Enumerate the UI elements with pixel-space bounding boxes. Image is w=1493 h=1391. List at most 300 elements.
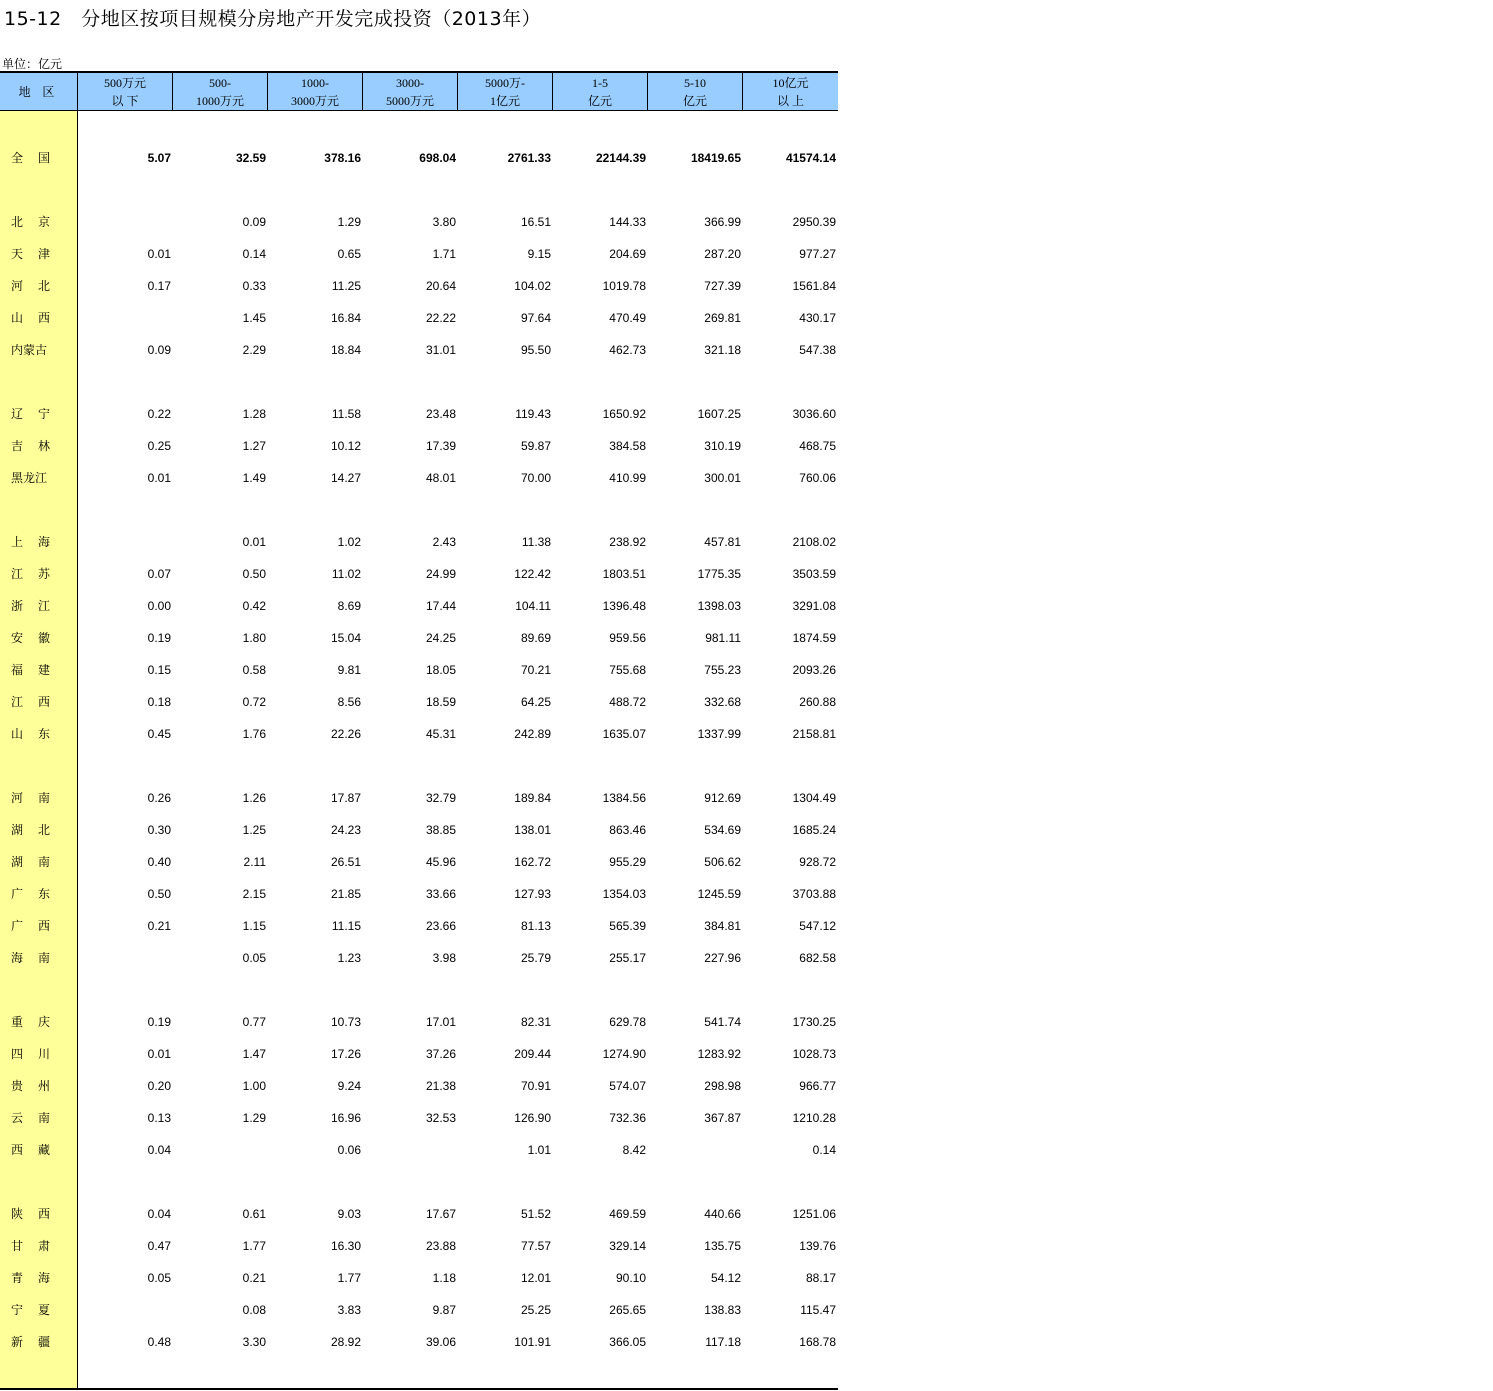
value-cell: 10.12: [330, 439, 361, 453]
value-cell: 966.77: [799, 1079, 836, 1093]
header-column-line: 5-10: [684, 75, 706, 90]
value-cell: 1.77: [337, 1271, 361, 1285]
value-cell: 269.81: [704, 311, 741, 325]
unit-label: 单位：亿元: [2, 57, 63, 71]
table-row: [0, 789, 838, 807]
value-cell: 26.51: [330, 855, 361, 869]
value-cell: 863.46: [609, 823, 646, 837]
value-cell: 1396.48: [602, 599, 646, 613]
value-cell: 3.80: [432, 215, 456, 229]
value-cell: 0.21: [242, 1271, 266, 1285]
value-cell: 0.00: [147, 599, 171, 613]
value-cell: 541.74: [704, 1015, 741, 1029]
value-cell: 0.15: [147, 663, 171, 677]
table-bottom-rule: [0, 1388, 838, 1390]
header-column-line: 10亿元: [772, 75, 809, 90]
value-cell: 1283.92: [697, 1047, 741, 1061]
value-cell: 3036.60: [792, 407, 836, 421]
value-cell: 300.01: [704, 471, 741, 485]
value-cell: 0.50: [242, 567, 266, 581]
value-cell: 0.19: [147, 631, 171, 645]
value-cell: 1803.51: [602, 567, 646, 581]
value-cell: 135.75: [704, 1239, 741, 1253]
value-cell: 97.64: [520, 311, 551, 325]
value-cell: 23.88: [425, 1239, 456, 1253]
value-cell: 0.40: [147, 855, 171, 869]
region-name: 云南: [11, 1111, 66, 1125]
value-cell: 1.71: [432, 247, 456, 261]
value-cell: 0.33: [242, 279, 266, 293]
value-cell: 11.38: [521, 535, 551, 549]
value-cell: 3291.08: [792, 599, 836, 613]
value-cell: 32.59: [235, 151, 266, 165]
value-cell: 9.87: [432, 1303, 456, 1317]
region-name: 河北: [11, 279, 66, 293]
value-cell: 0.01: [242, 535, 266, 549]
value-cell: 3.98: [432, 951, 456, 965]
value-cell: 8.56: [337, 695, 361, 709]
header-column-line: 500万元: [103, 75, 146, 90]
table-row: [0, 949, 838, 967]
value-cell: 127.93: [514, 887, 551, 901]
value-cell: 95.50: [520, 343, 551, 357]
value-cell: 378.16: [324, 151, 361, 165]
value-cell: 0.22: [147, 407, 171, 421]
table-row: [0, 245, 838, 263]
value-cell: 9.15: [527, 247, 551, 261]
table-row: [0, 309, 838, 327]
value-cell: 760.06: [799, 471, 836, 485]
value-cell: 24.99: [425, 567, 456, 581]
value-cell: 0.20: [147, 1079, 171, 1093]
value-cell: 1274.90: [602, 1047, 646, 1061]
value-cell: 1.27: [242, 439, 266, 453]
value-cell: 0.25: [147, 439, 171, 453]
value-cell: 11.25: [331, 279, 361, 293]
value-cell: 1.23: [337, 951, 361, 965]
table-row: [0, 1237, 838, 1255]
value-cell: 17.44: [425, 599, 456, 613]
value-cell: 1210.28: [792, 1111, 836, 1125]
region-name: 全国: [11, 151, 66, 165]
header-region: 地 区: [18, 84, 59, 99]
region-name: 西藏: [11, 1143, 66, 1157]
value-cell: 0.48: [147, 1335, 171, 1349]
value-cell: 0.19: [147, 1015, 171, 1029]
value-cell: 534.69: [704, 823, 741, 837]
region-name: 北京: [11, 215, 66, 229]
value-cell: 755.68: [609, 663, 646, 677]
value-cell: 59.87: [520, 439, 551, 453]
region-name: 广东: [11, 887, 66, 901]
value-cell: 23.48: [425, 407, 456, 421]
value-cell: 265.65: [609, 1303, 646, 1317]
value-cell: 101.91: [514, 1335, 551, 1349]
region-name: 山西: [11, 311, 66, 325]
table-row: [0, 725, 838, 743]
value-cell: 1.80: [242, 631, 266, 645]
value-cell: 22.22: [425, 311, 456, 325]
table-row: [0, 533, 838, 551]
value-cell: 9.81: [337, 663, 361, 677]
value-cell: 629.78: [609, 1015, 646, 1029]
value-cell: 11.15: [331, 919, 361, 933]
value-cell: 329.14: [609, 1239, 646, 1253]
value-cell: 0.61: [242, 1207, 266, 1221]
value-cell: 955.29: [609, 855, 646, 869]
region-name: 湖北: [11, 823, 66, 837]
value-cell: 1.28: [242, 407, 266, 421]
region-name: 黑龙江: [11, 471, 48, 485]
region-name: 广西: [11, 919, 66, 933]
table-row: [0, 1333, 838, 1351]
table-row: [0, 693, 838, 711]
region-name: 河南: [11, 791, 66, 805]
value-cell: 227.96: [704, 951, 741, 965]
value-cell: 1.25: [242, 823, 266, 837]
value-cell: 928.72: [799, 855, 836, 869]
value-cell: 25.79: [520, 951, 551, 965]
value-cell: 565.39: [609, 919, 646, 933]
header-column-line: 500-: [209, 75, 231, 90]
value-cell: 0.42: [242, 599, 266, 613]
value-cell: 9.24: [337, 1079, 361, 1093]
value-cell: 1245.59: [697, 887, 741, 901]
value-cell: 18.05: [425, 663, 456, 677]
value-cell: 126.90: [514, 1111, 551, 1125]
region-name: 辽宁: [11, 407, 66, 421]
value-cell: 574.07: [609, 1079, 646, 1093]
value-cell: 457.81: [704, 535, 741, 549]
value-cell: 488.72: [609, 695, 646, 709]
value-cell: 462.73: [609, 343, 646, 357]
value-cell: 0.14: [812, 1143, 836, 1157]
value-cell: 2.11: [243, 855, 266, 869]
value-cell: 16.84: [330, 311, 361, 325]
value-cell: 470.49: [609, 311, 646, 325]
value-cell: 238.92: [609, 535, 646, 549]
value-cell: 18.59: [425, 695, 456, 709]
value-cell: 0.26: [147, 791, 171, 805]
value-cell: 115.47: [800, 1303, 836, 1317]
value-cell: 17.01: [425, 1015, 456, 1029]
header-column-8: [743, 73, 838, 110]
value-cell: 977.27: [799, 247, 836, 261]
value-cell: 144.33: [609, 215, 646, 229]
value-cell: 1.00: [242, 1079, 266, 1093]
value-cell: 2108.02: [792, 535, 836, 549]
table-row: [0, 917, 838, 935]
value-cell: 469.59: [609, 1207, 646, 1221]
value-cell: 1.49: [242, 471, 266, 485]
value-cell: 20.64: [425, 279, 456, 293]
table-row: [0, 341, 838, 359]
region-name: 陕西: [11, 1207, 66, 1221]
header-column-line: 1000-: [301, 75, 329, 90]
value-cell: 1337.99: [697, 727, 741, 741]
header-column-line: 1亿元: [489, 93, 520, 108]
value-cell: 3.30: [242, 1335, 266, 1349]
value-cell: 384.81: [704, 919, 741, 933]
value-cell: 1874.59: [792, 631, 836, 645]
value-cell: 506.62: [704, 855, 741, 869]
value-cell: 0.13: [147, 1111, 171, 1125]
value-cell: 12.01: [520, 1271, 551, 1285]
value-cell: 755.23: [704, 663, 741, 677]
value-cell: 321.18: [704, 343, 741, 357]
value-cell: 0.18: [147, 695, 171, 709]
table-row: [0, 1077, 838, 1095]
table-row: [0, 213, 838, 231]
value-cell: 1.26: [242, 791, 266, 805]
header-column-line: 3000-: [396, 75, 424, 90]
value-cell: 1635.07: [602, 727, 646, 741]
value-cell: 0.65: [337, 247, 361, 261]
value-cell: 682.58: [799, 951, 836, 965]
value-cell: 1398.03: [697, 599, 741, 613]
value-cell: 1251.06: [792, 1207, 836, 1221]
region-name: 重庆: [11, 1015, 66, 1029]
value-cell: 21.85: [330, 887, 361, 901]
value-cell: 0.05: [242, 951, 266, 965]
value-cell: 45.96: [425, 855, 456, 869]
table-row: [0, 821, 838, 839]
value-cell: 82.31: [520, 1015, 551, 1029]
header-column-line: 1000万元: [195, 93, 244, 108]
header-column-line: 5000万-: [485, 75, 525, 90]
value-cell: 367.87: [704, 1111, 741, 1125]
value-cell: 0.01: [147, 1047, 171, 1061]
value-cell: 1561.84: [792, 279, 836, 293]
value-cell: 1.47: [242, 1047, 266, 1061]
value-cell: 32.79: [425, 791, 456, 805]
value-cell: 51.52: [520, 1207, 551, 1221]
value-cell: 1685.24: [792, 823, 836, 837]
table-row: [0, 405, 838, 423]
table-row: [0, 1109, 838, 1127]
table-row: [0, 661, 838, 679]
value-cell: 0.30: [147, 823, 171, 837]
header-column-1: [78, 73, 172, 110]
value-cell: 11.58: [331, 407, 361, 421]
value-cell: 88.17: [805, 1271, 836, 1285]
value-cell: 366.99: [704, 215, 741, 229]
value-cell: 1028.73: [792, 1047, 836, 1061]
value-cell: 547.12: [799, 919, 836, 933]
value-cell: 11.02: [331, 567, 361, 581]
region-name: 湖南: [11, 855, 66, 869]
value-cell: 10.73: [330, 1015, 361, 1029]
value-cell: 22144.39: [595, 151, 646, 165]
value-cell: 0.05: [147, 1271, 171, 1285]
value-cell: 0.45: [147, 727, 171, 741]
value-cell: 104.02: [514, 279, 551, 293]
table-row: [0, 1045, 838, 1063]
value-cell: 698.04: [419, 151, 456, 165]
value-cell: 31.01: [425, 343, 456, 357]
value-cell: 21.38: [425, 1079, 456, 1093]
value-cell: 1.76: [242, 727, 266, 741]
value-cell: 410.99: [609, 471, 646, 485]
value-cell: 28.92: [330, 1335, 361, 1349]
value-cell: 0.07: [147, 567, 171, 581]
value-cell: 1775.35: [697, 567, 741, 581]
page-title: 15-12 分地区按项目规模分房地产开发完成投资（2013年）: [4, 8, 542, 30]
region-name: 新疆: [11, 1335, 66, 1349]
table-row: [0, 277, 838, 295]
value-cell: 1354.03: [602, 887, 646, 901]
value-cell: 0.58: [242, 663, 266, 677]
value-cell: 1.02: [337, 535, 361, 549]
value-cell: 732.36: [609, 1111, 646, 1125]
value-cell: 18.84: [330, 343, 361, 357]
value-cell: 24.25: [425, 631, 456, 645]
value-cell: 104.11: [515, 599, 551, 613]
value-cell: 17.67: [425, 1207, 456, 1221]
table-row: [0, 1269, 838, 1287]
value-cell: 8.69: [337, 599, 361, 613]
value-cell: 39.06: [425, 1335, 456, 1349]
value-cell: 0.09: [147, 343, 171, 357]
value-cell: 1.15: [242, 919, 266, 933]
value-cell: 0.09: [242, 215, 266, 229]
value-cell: 138.83: [704, 1303, 741, 1317]
value-cell: 168.78: [799, 1335, 836, 1349]
value-cell: 2950.39: [792, 215, 836, 229]
value-cell: 0.17: [147, 279, 171, 293]
value-cell: 0.47: [147, 1239, 171, 1253]
region-name: 海南: [11, 951, 66, 965]
header-column-line: 3000万元: [290, 93, 339, 108]
value-cell: 912.69: [704, 791, 741, 805]
value-cell: 2.43: [432, 535, 456, 549]
header-column-6: [553, 73, 647, 110]
value-cell: 162.72: [514, 855, 551, 869]
region-column-background: [0, 111, 77, 1388]
value-cell: 16.96: [330, 1111, 361, 1125]
value-cell: 0.08: [242, 1303, 266, 1317]
region-name: 内蒙古: [11, 343, 48, 357]
value-cell: 547.38: [799, 343, 836, 357]
value-cell: 119.43: [515, 407, 551, 421]
value-cell: 0.72: [242, 695, 266, 709]
value-cell: 38.85: [425, 823, 456, 837]
value-cell: 430.17: [799, 311, 836, 325]
region-name: 安徽: [11, 631, 66, 645]
value-cell: 0.01: [147, 471, 171, 485]
value-cell: 3.83: [337, 1303, 361, 1317]
table-row: [0, 1301, 838, 1319]
header-column-7: [648, 73, 742, 110]
table-row-total: [0, 149, 838, 167]
value-cell: 77.57: [520, 1239, 551, 1253]
region-name: 上海: [11, 535, 66, 549]
header-column-4: [363, 73, 457, 110]
header-column-5: [458, 73, 552, 110]
value-cell: 0.04: [147, 1143, 171, 1157]
value-cell: 89.69: [520, 631, 551, 645]
region-name: 青海: [11, 1271, 66, 1285]
value-cell: 70.91: [520, 1079, 551, 1093]
value-cell: 2.15: [242, 887, 266, 901]
header-column-line: 亿元: [587, 93, 612, 108]
value-cell: 15.04: [330, 631, 361, 645]
value-cell: 189.84: [514, 791, 551, 805]
table-row: [0, 1013, 838, 1031]
header-column-line: 以 上: [776, 93, 804, 108]
value-cell: 0.04: [147, 1207, 171, 1221]
value-cell: 17.26: [330, 1047, 361, 1061]
value-cell: 32.53: [425, 1111, 456, 1125]
value-cell: 16.51: [520, 215, 551, 229]
table-row: [0, 565, 838, 583]
value-cell: 117.18: [705, 1335, 741, 1349]
value-cell: 204.69: [609, 247, 646, 261]
value-cell: 0.21: [147, 919, 171, 933]
header-column-line: 5000万元: [385, 93, 434, 108]
value-cell: 1.29: [337, 215, 361, 229]
region-name: 山东: [11, 727, 66, 741]
value-cell: 14.27: [330, 471, 361, 485]
value-cell: 54.12: [710, 1271, 741, 1285]
value-cell: 23.66: [425, 919, 456, 933]
table-row: [0, 629, 838, 647]
value-cell: 122.42: [514, 567, 551, 581]
value-cell: 17.39: [425, 439, 456, 453]
header-column-line: 1-5: [592, 75, 608, 90]
value-cell: 0.14: [242, 247, 266, 261]
region-name: 福建: [11, 663, 66, 677]
value-cell: 3703.88: [792, 887, 836, 901]
value-cell: 727.39: [704, 279, 741, 293]
value-cell: 1.01: [527, 1143, 551, 1157]
value-cell: 2093.26: [792, 663, 836, 677]
region-name: 天津: [11, 247, 66, 261]
value-cell: 468.75: [799, 439, 836, 453]
value-cell: 209.44: [514, 1047, 551, 1061]
value-cell: 70.00: [520, 471, 551, 485]
value-cell: 3503.59: [792, 567, 836, 581]
value-cell: 90.10: [615, 1271, 646, 1285]
value-cell: 1.77: [242, 1239, 266, 1253]
region-name: 宁夏: [11, 1303, 66, 1317]
region-name: 浙江: [11, 599, 66, 613]
region-name: 江西: [11, 695, 66, 709]
value-cell: 242.89: [514, 727, 551, 741]
value-cell: 139.76: [799, 1239, 836, 1253]
region-name: 江苏: [11, 567, 66, 581]
table-row: [0, 885, 838, 903]
value-cell: 287.20: [704, 247, 741, 261]
region-column-rule: [77, 111, 78, 1388]
value-cell: 8.42: [622, 1143, 646, 1157]
value-cell: 959.56: [609, 631, 646, 645]
value-cell: 64.25: [520, 695, 551, 709]
value-cell: 24.23: [330, 823, 361, 837]
value-cell: 1607.25: [697, 407, 741, 421]
table-row: [0, 1205, 838, 1223]
table-row: [0, 1141, 838, 1159]
value-cell: 260.88: [799, 695, 836, 709]
value-cell: 16.30: [330, 1239, 361, 1253]
header-column-line: 以 下: [111, 93, 139, 108]
value-cell: 33.66: [425, 887, 456, 901]
table-row: [0, 853, 838, 871]
region-name: 四川: [11, 1047, 66, 1061]
value-cell: 41574.14: [785, 151, 836, 165]
value-cell: 2.29: [242, 343, 266, 357]
table-row: [0, 597, 838, 615]
